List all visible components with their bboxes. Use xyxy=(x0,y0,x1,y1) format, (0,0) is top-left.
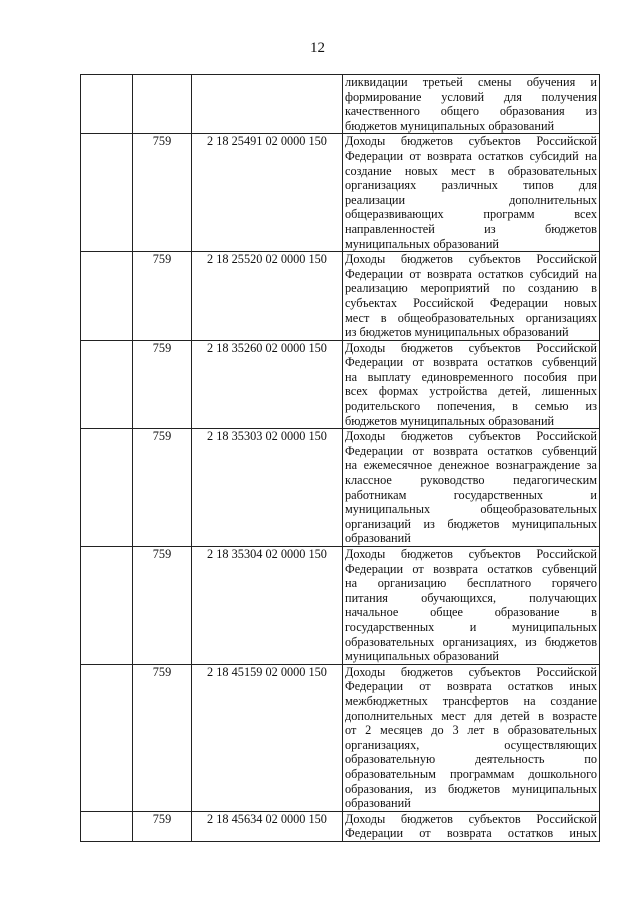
description-cell xyxy=(343,134,600,252)
budget-code-cell: 2 18 35304 02 0000 150 xyxy=(192,547,343,665)
description-cell xyxy=(343,664,600,811)
budget-code-cell: 2 18 35260 02 0000 150 xyxy=(192,340,343,429)
empty-cell xyxy=(81,429,133,547)
admin-code-cell: 759 xyxy=(133,340,192,429)
empty-cell xyxy=(81,340,133,429)
description-line: из бюджетов муниципальных образований xyxy=(345,325,569,340)
description-line: субъектах Российской Федерации новых xyxy=(345,295,597,310)
description-line: образовательных организациях, из бюджетов xyxy=(345,634,597,649)
description-line: дополнительных мест для детей в возрасте xyxy=(345,708,597,723)
table-body xyxy=(81,75,600,842)
empty-cell xyxy=(81,547,133,665)
description-line: образований xyxy=(345,531,411,546)
description-cell xyxy=(343,429,600,547)
table-row xyxy=(81,664,600,811)
description-line: образовательным программам дошкольного xyxy=(345,766,597,781)
description-line: организаций из бюджетов муниципальных xyxy=(345,516,597,531)
description-line: муниципальных образований xyxy=(345,236,499,251)
description-cell xyxy=(343,252,600,341)
table-row xyxy=(81,75,600,134)
description-line: государственных и муниципальных xyxy=(345,619,597,634)
description-line: образования, из бюджетов муниципальных xyxy=(345,781,597,796)
table-row xyxy=(81,811,600,841)
description-line: образовательную деятельность по xyxy=(345,752,597,767)
table-row xyxy=(81,547,600,665)
description-line: начальное общее образование в xyxy=(345,605,597,620)
table-row xyxy=(81,340,600,429)
description-line: Доходы бюджетов субъектов Российской xyxy=(345,429,597,444)
admin-code-cell xyxy=(133,75,192,134)
description-line: формирование условий для получения xyxy=(345,89,597,104)
budget-code-cell: 2 18 25491 02 0000 150 xyxy=(192,134,343,252)
description-line: Федерации от возврата остатков субвенций xyxy=(345,561,597,576)
description-line: на ежемесячное денежное вознаграждение за xyxy=(345,458,597,473)
description-line: на организацию бесплатного горячего xyxy=(345,576,597,591)
admin-code-cell: 759 xyxy=(133,664,192,811)
description-cell xyxy=(343,340,600,429)
description-line: Доходы бюджетов субъектов Российской xyxy=(345,811,597,826)
description-line: организациях различных типов для xyxy=(345,178,597,193)
empty-cell xyxy=(81,664,133,811)
description-line: создание новых мест в образовательных xyxy=(345,163,597,178)
description-line: образований xyxy=(345,796,411,811)
admin-code-cell: 759 xyxy=(133,134,192,252)
income-codes-table xyxy=(80,74,600,842)
description-line: качественного общего образования из xyxy=(345,104,597,119)
empty-cell xyxy=(81,134,133,252)
table-row xyxy=(81,252,600,341)
page-number: 12 xyxy=(310,40,325,56)
description-line: направленностей из бюджетов xyxy=(345,221,597,236)
budget-code-cell: 2 18 25520 02 0000 150 xyxy=(192,252,343,341)
description-line: бюджетов муниципальных образований xyxy=(345,413,555,428)
description-line: общеразвивающих программ всех xyxy=(345,207,597,222)
description-line: Доходы бюджетов субъектов Российской xyxy=(345,252,597,267)
budget-code-cell: 2 18 45634 02 0000 150 xyxy=(192,811,343,841)
admin-code-cell: 759 xyxy=(133,811,192,841)
description-line: мест в общеобразовательных организациях xyxy=(345,310,597,325)
description-line: ликвидации третьей смены обучения и xyxy=(345,75,597,89)
description-line: от 2 месяцев до 3 лет в образовательных xyxy=(345,723,597,738)
description-line: организациях, осуществляющих xyxy=(345,737,597,752)
description-cell xyxy=(343,811,600,841)
description-line: питания обучающихся, получающих xyxy=(345,590,597,605)
admin-code-cell: 759 xyxy=(133,252,192,341)
description-line: Федерации от возврата остатков иных xyxy=(345,679,597,694)
description-line: родительского попечения, в семью из xyxy=(345,399,597,414)
table-row xyxy=(81,134,600,252)
description-line: всех формах устройства детей, лишенных xyxy=(345,384,597,399)
description-line: Федерации от возврата остатков субсидий на xyxy=(345,148,597,163)
empty-cell xyxy=(81,811,133,841)
budget-code-cell xyxy=(192,75,343,134)
budget-code-cell: 2 18 35303 02 0000 150 xyxy=(192,429,343,547)
budget-code-cell: 2 18 45159 02 0000 150 xyxy=(192,664,343,811)
description-line: бюджетов муниципальных образований xyxy=(345,118,555,133)
description-line: на выплату единовременного пособия при xyxy=(345,369,597,384)
description-cell xyxy=(343,547,600,665)
description-line: Федерации от возврата остатков субвенций xyxy=(345,443,597,458)
description-cell xyxy=(343,75,600,134)
description-line: межбюджетных трансфертов на создание xyxy=(345,693,597,708)
admin-code-cell: 759 xyxy=(133,429,192,547)
table-row xyxy=(81,429,600,547)
description-line: реализации дополнительных xyxy=(345,192,597,207)
description-line: классное руководство педагогическим xyxy=(345,473,597,488)
description-line: Доходы бюджетов субъектов Российской xyxy=(345,547,597,561)
description-line: муниципальных общеобразовательных xyxy=(345,502,597,517)
description-line: Доходы бюджетов субъектов Российской xyxy=(345,340,597,355)
empty-cell xyxy=(81,75,133,134)
description-line: муниципальных образований xyxy=(345,649,499,664)
description-line: Федерации от возврата остатков субсидий на xyxy=(345,266,597,281)
description-line: Федерации от возврата остатков иных xyxy=(345,826,597,841)
admin-code-cell: 759 xyxy=(133,547,192,665)
description-line: работникам государственных и xyxy=(345,487,597,502)
description-line: Доходы бюджетов субъектов Российской xyxy=(345,664,597,679)
description-line: реализацию мероприятий по созданию в xyxy=(345,281,597,296)
description-line: Федерации от возврата остатков субвенций xyxy=(345,355,597,370)
description-line: Доходы бюджетов субъектов Российской xyxy=(345,134,597,149)
empty-cell xyxy=(81,252,133,341)
